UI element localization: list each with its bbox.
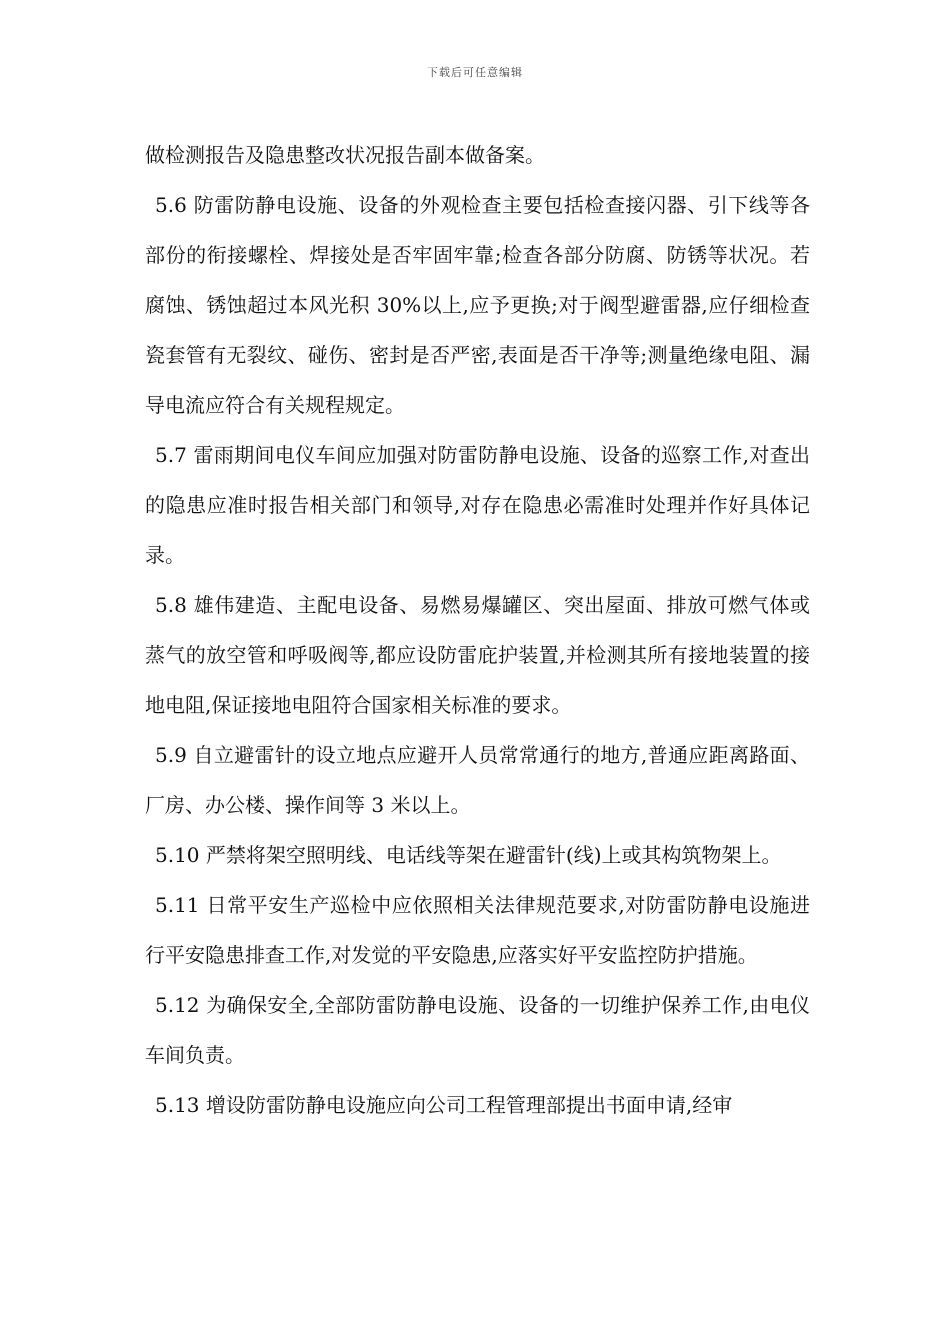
paragraph-5-10: 5.10 严禁将架空照明线、电话线等架在避雷针(线)上或其构筑物架上。: [155, 843, 782, 867]
document-body: [145, 130, 810, 1130]
paragraph-5-7: 5.7 雷雨期间电仪车间应加强对防雷防静电设施、设备的巡察工作,对查出的隐患应准时报告相关部门和领导,对存在隐患必需准时处理并作好具体记录。: [145, 443, 810, 567]
paragraph-5-9: 5.9 自立避雷针的设立地点应避开人员常常通行的地方,普通应距离路面、厂房、办公楼、操作间等 3 米以上。: [145, 743, 810, 817]
paragraph-5-6: 5.6 防雷防静电设施、设备的外观检查主要包括检查接闪器、引下线等各部份的衔接螺栓、焊接处是否牢固牢靠;检查各部分防腐、防锈等状况。若腐蚀、锈蚀超过本风光积 30%以上,应予更换;对于阀型避雷器,应仔细检查瓷套管有无裂纹、碰伤、密封是否严密,表面是否干净等;测量绝缘电阻、漏导电流应符合有关规程规定。: [145, 193, 810, 417]
paragraph-5-12: 5.12 为确保安全,全部防雷防静电设施、设备的一切维护保养工作,由电仪车间负责。: [145, 993, 810, 1067]
paragraph-continuation: 做检测报告及隐患整改状况报告副本做备案。: [145, 143, 545, 167]
paragraph-5-8: 5.8 雄伟建造、主配电设备、易燃易爆罐区、突出屋面、排放可燃气体或蒸气的放空管和呼吸阀等,都应设防雷庇护装置,并检测其所有接地装置的接地电阻,保证接地电阻符合国家相关标准的要求。: [145, 593, 810, 717]
page-header: 下载后可任意编辑: [427, 66, 523, 79]
paragraph-5-11: 5.11 日常平安生产巡检中应依照相关法律规范要求,对防雷防静电设施进行平安隐患排查工作,对发觉的平安隐患,应落实好平安监控防护措施。: [145, 893, 810, 967]
paragraph-5-13: 5.13 增设防雷防静电设施应向公司工程管理部提出书面申请,经审: [155, 1093, 733, 1117]
